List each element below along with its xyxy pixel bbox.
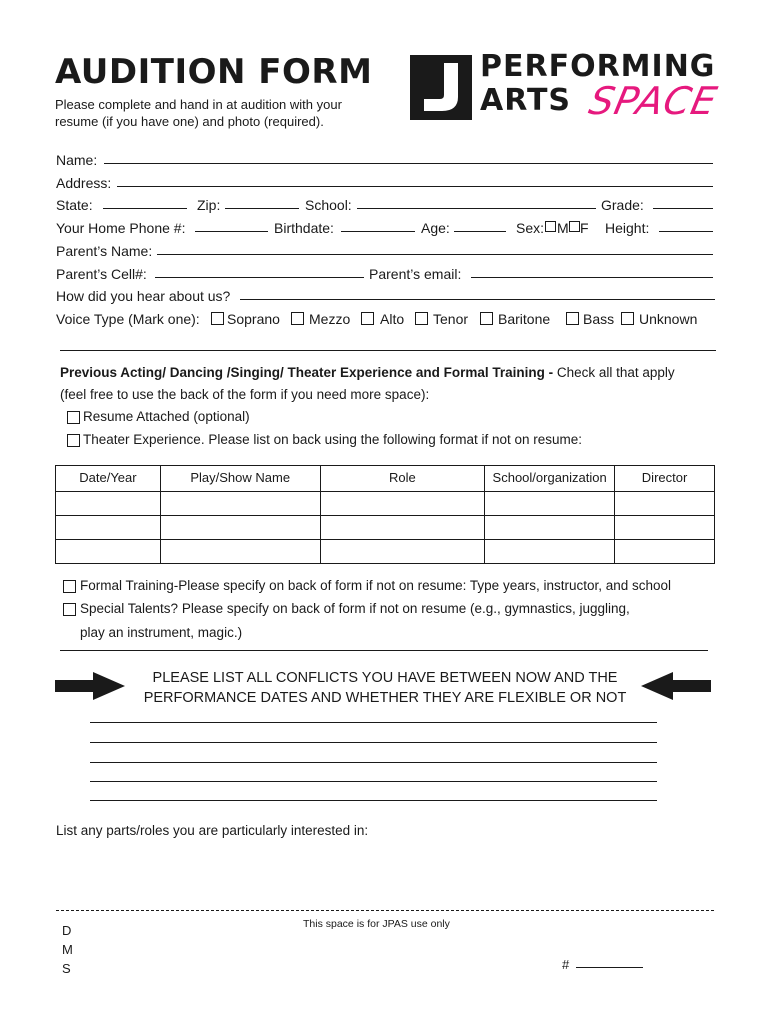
office-s: S <box>62 961 71 976</box>
section-divider <box>60 650 708 651</box>
conflicts-heading <box>120 668 650 708</box>
office-number-field[interactable] <box>576 967 643 968</box>
voice-unknown-label: Unknown <box>639 311 698 327</box>
voice-tenor-label: Tenor <box>433 311 469 327</box>
column-header: Director <box>615 466 715 492</box>
table-cell[interactable] <box>485 516 615 540</box>
table-cell[interactable] <box>485 492 615 516</box>
theater-experience-checkbox[interactable] <box>67 434 80 447</box>
resume-attached-checkbox[interactable] <box>67 411 80 424</box>
state-field[interactable] <box>103 208 187 209</box>
heard-label: How did you hear about us? <box>56 288 231 304</box>
office-use-divider <box>56 910 714 911</box>
formal-training-label: Formal Training-Please specify on back of form if not on resume: Type years, instructor, and school <box>80 578 672 593</box>
experience-heading-note: (feel free to use the back of the form if you need more space): <box>60 387 430 402</box>
parent-cell-field[interactable] <box>155 277 364 278</box>
sex-m-label: M <box>557 220 569 236</box>
table-cell[interactable] <box>615 492 715 516</box>
table-cell[interactable] <box>320 492 485 516</box>
office-m: M <box>62 942 73 957</box>
theater-experience-label: Theater Experience. Please list on back using the following format if not on resume: <box>83 432 583 447</box>
office-use-note: This space is for JPAS use only <box>303 918 450 930</box>
conflict-line[interactable] <box>90 722 657 723</box>
zip-label: Zip: <box>197 197 221 213</box>
parent-email-field[interactable] <box>471 277 713 278</box>
voice-unknown-checkbox[interactable] <box>621 312 634 325</box>
conflict-line[interactable] <box>90 762 657 763</box>
office-number-label: # <box>562 957 570 972</box>
voice-tenor-checkbox[interactable] <box>415 312 428 325</box>
table-cell[interactable] <box>320 540 485 564</box>
table-row <box>56 540 715 564</box>
experience-heading <box>60 362 720 406</box>
birthdate-field[interactable] <box>341 231 415 232</box>
home-phone-field[interactable] <box>195 231 268 232</box>
table-cell[interactable] <box>160 540 320 564</box>
column-header: Role <box>320 466 485 492</box>
office-d: D <box>62 923 72 938</box>
logo-performing: PERFORMING <box>480 49 716 84</box>
table-cell[interactable] <box>485 540 615 564</box>
name-label: Name: <box>56 152 98 168</box>
voice-type-label: Voice Type (Mark one): <box>56 311 200 327</box>
parts-label: List any parts/roles you are particularly interested in: <box>56 823 369 838</box>
parent-name-field[interactable] <box>157 254 713 255</box>
conflicts-line-2: PERFORMANCE DATES AND WHETHER THEY ARE FLEXIBLE OR NOT <box>143 690 627 706</box>
table-cell[interactable] <box>320 516 485 540</box>
voice-baritone-checkbox[interactable] <box>480 312 493 325</box>
arrow-left-icon <box>641 672 711 700</box>
name-field[interactable] <box>104 163 713 164</box>
parent-email-label: Parent’s email: <box>369 266 462 282</box>
birthdate-label: Birthdate: <box>274 220 334 236</box>
special-talents-label: Special Talents? Please specify on back of form if not on resume (e.g., gymnastics, juggling, <box>80 601 630 616</box>
arrow-right-icon <box>55 672 125 700</box>
sex-m-checkbox[interactable] <box>545 221 556 232</box>
j-letter-icon <box>424 63 458 111</box>
heard-field[interactable] <box>240 299 715 300</box>
sex-f-label: F <box>580 220 589 236</box>
table-cell[interactable] <box>615 516 715 540</box>
experience-table <box>55 465 715 564</box>
office-dms <box>62 921 76 978</box>
grade-label: Grade: <box>601 197 644 213</box>
home-phone-label: Your Home Phone #: <box>56 220 186 236</box>
jpas-logo <box>410 49 722 130</box>
address-field[interactable] <box>117 186 713 187</box>
column-header: Date/Year <box>56 466 161 492</box>
voice-soprano-label: Soprano <box>227 311 280 327</box>
column-header: School/organization <box>485 466 615 492</box>
experience-heading-bold: Previous Acting/ Dancing /Singing/ Theater Experience and Formal Training - <box>60 365 557 380</box>
table-cell[interactable] <box>160 516 320 540</box>
height-label: Height: <box>605 220 650 236</box>
sex-f-checkbox[interactable] <box>569 221 580 232</box>
conflicts-line-1: PLEASE LIST ALL CONFLICTS YOU HAVE BETWEEN NOW AND THE <box>152 670 618 686</box>
voice-mezzo-checkbox[interactable] <box>291 312 304 325</box>
voice-alto-label: Alto <box>380 311 405 327</box>
voice-bass-label: Bass <box>583 311 615 327</box>
school-label: School: <box>305 197 352 213</box>
logo-j-mark <box>410 55 472 120</box>
conflict-line[interactable] <box>90 800 657 801</box>
experience-heading-check: Check all that apply <box>556 365 675 380</box>
formal-training-checkbox[interactable] <box>63 580 76 593</box>
voice-bass-checkbox[interactable] <box>566 312 579 325</box>
height-field[interactable] <box>659 231 713 232</box>
grade-field[interactable] <box>653 208 713 209</box>
table-cell[interactable] <box>56 540 161 564</box>
conflict-line[interactable] <box>90 781 657 782</box>
voice-soprano-checkbox[interactable] <box>211 312 224 325</box>
table-cell[interactable] <box>615 540 715 564</box>
address-label: Address: <box>56 175 112 191</box>
sex-label: Sex: <box>516 220 545 236</box>
form-title: AUDITION FORM <box>55 52 373 92</box>
column-header: Play/Show Name <box>160 466 320 492</box>
school-field[interactable] <box>357 208 596 209</box>
table-row <box>56 492 715 516</box>
age-label: Age: <box>421 220 450 236</box>
resume-attached-label: Resume Attached (optional) <box>83 409 250 424</box>
special-talents-label-cont: play an instrument, magic.) <box>80 625 243 640</box>
zip-field[interactable] <box>225 208 299 209</box>
voice-baritone-label: Baritone <box>498 311 551 327</box>
table-row <box>56 516 715 540</box>
parent-name-label: Parent’s Name: <box>56 243 153 259</box>
parent-cell-label: Parent’s Cell#: <box>56 266 147 282</box>
table-cell[interactable] <box>160 492 320 516</box>
table-cell[interactable] <box>56 492 161 516</box>
table-cell[interactable] <box>56 516 161 540</box>
special-talents-checkbox[interactable] <box>63 603 76 616</box>
voice-alto-checkbox[interactable] <box>361 312 374 325</box>
form-instructions: Please complete and hand in at audition with your resume (if you have one) and photo (required). <box>55 97 342 129</box>
section-divider <box>60 350 716 351</box>
voice-mezzo-label: Mezzo <box>309 311 351 327</box>
logo-space: SPACE <box>585 79 722 123</box>
table-header-row <box>56 466 715 492</box>
age-field[interactable] <box>454 231 506 232</box>
logo-arts: ARTS <box>480 83 572 118</box>
conflict-line[interactable] <box>90 742 657 743</box>
state-label: State: <box>56 197 93 213</box>
